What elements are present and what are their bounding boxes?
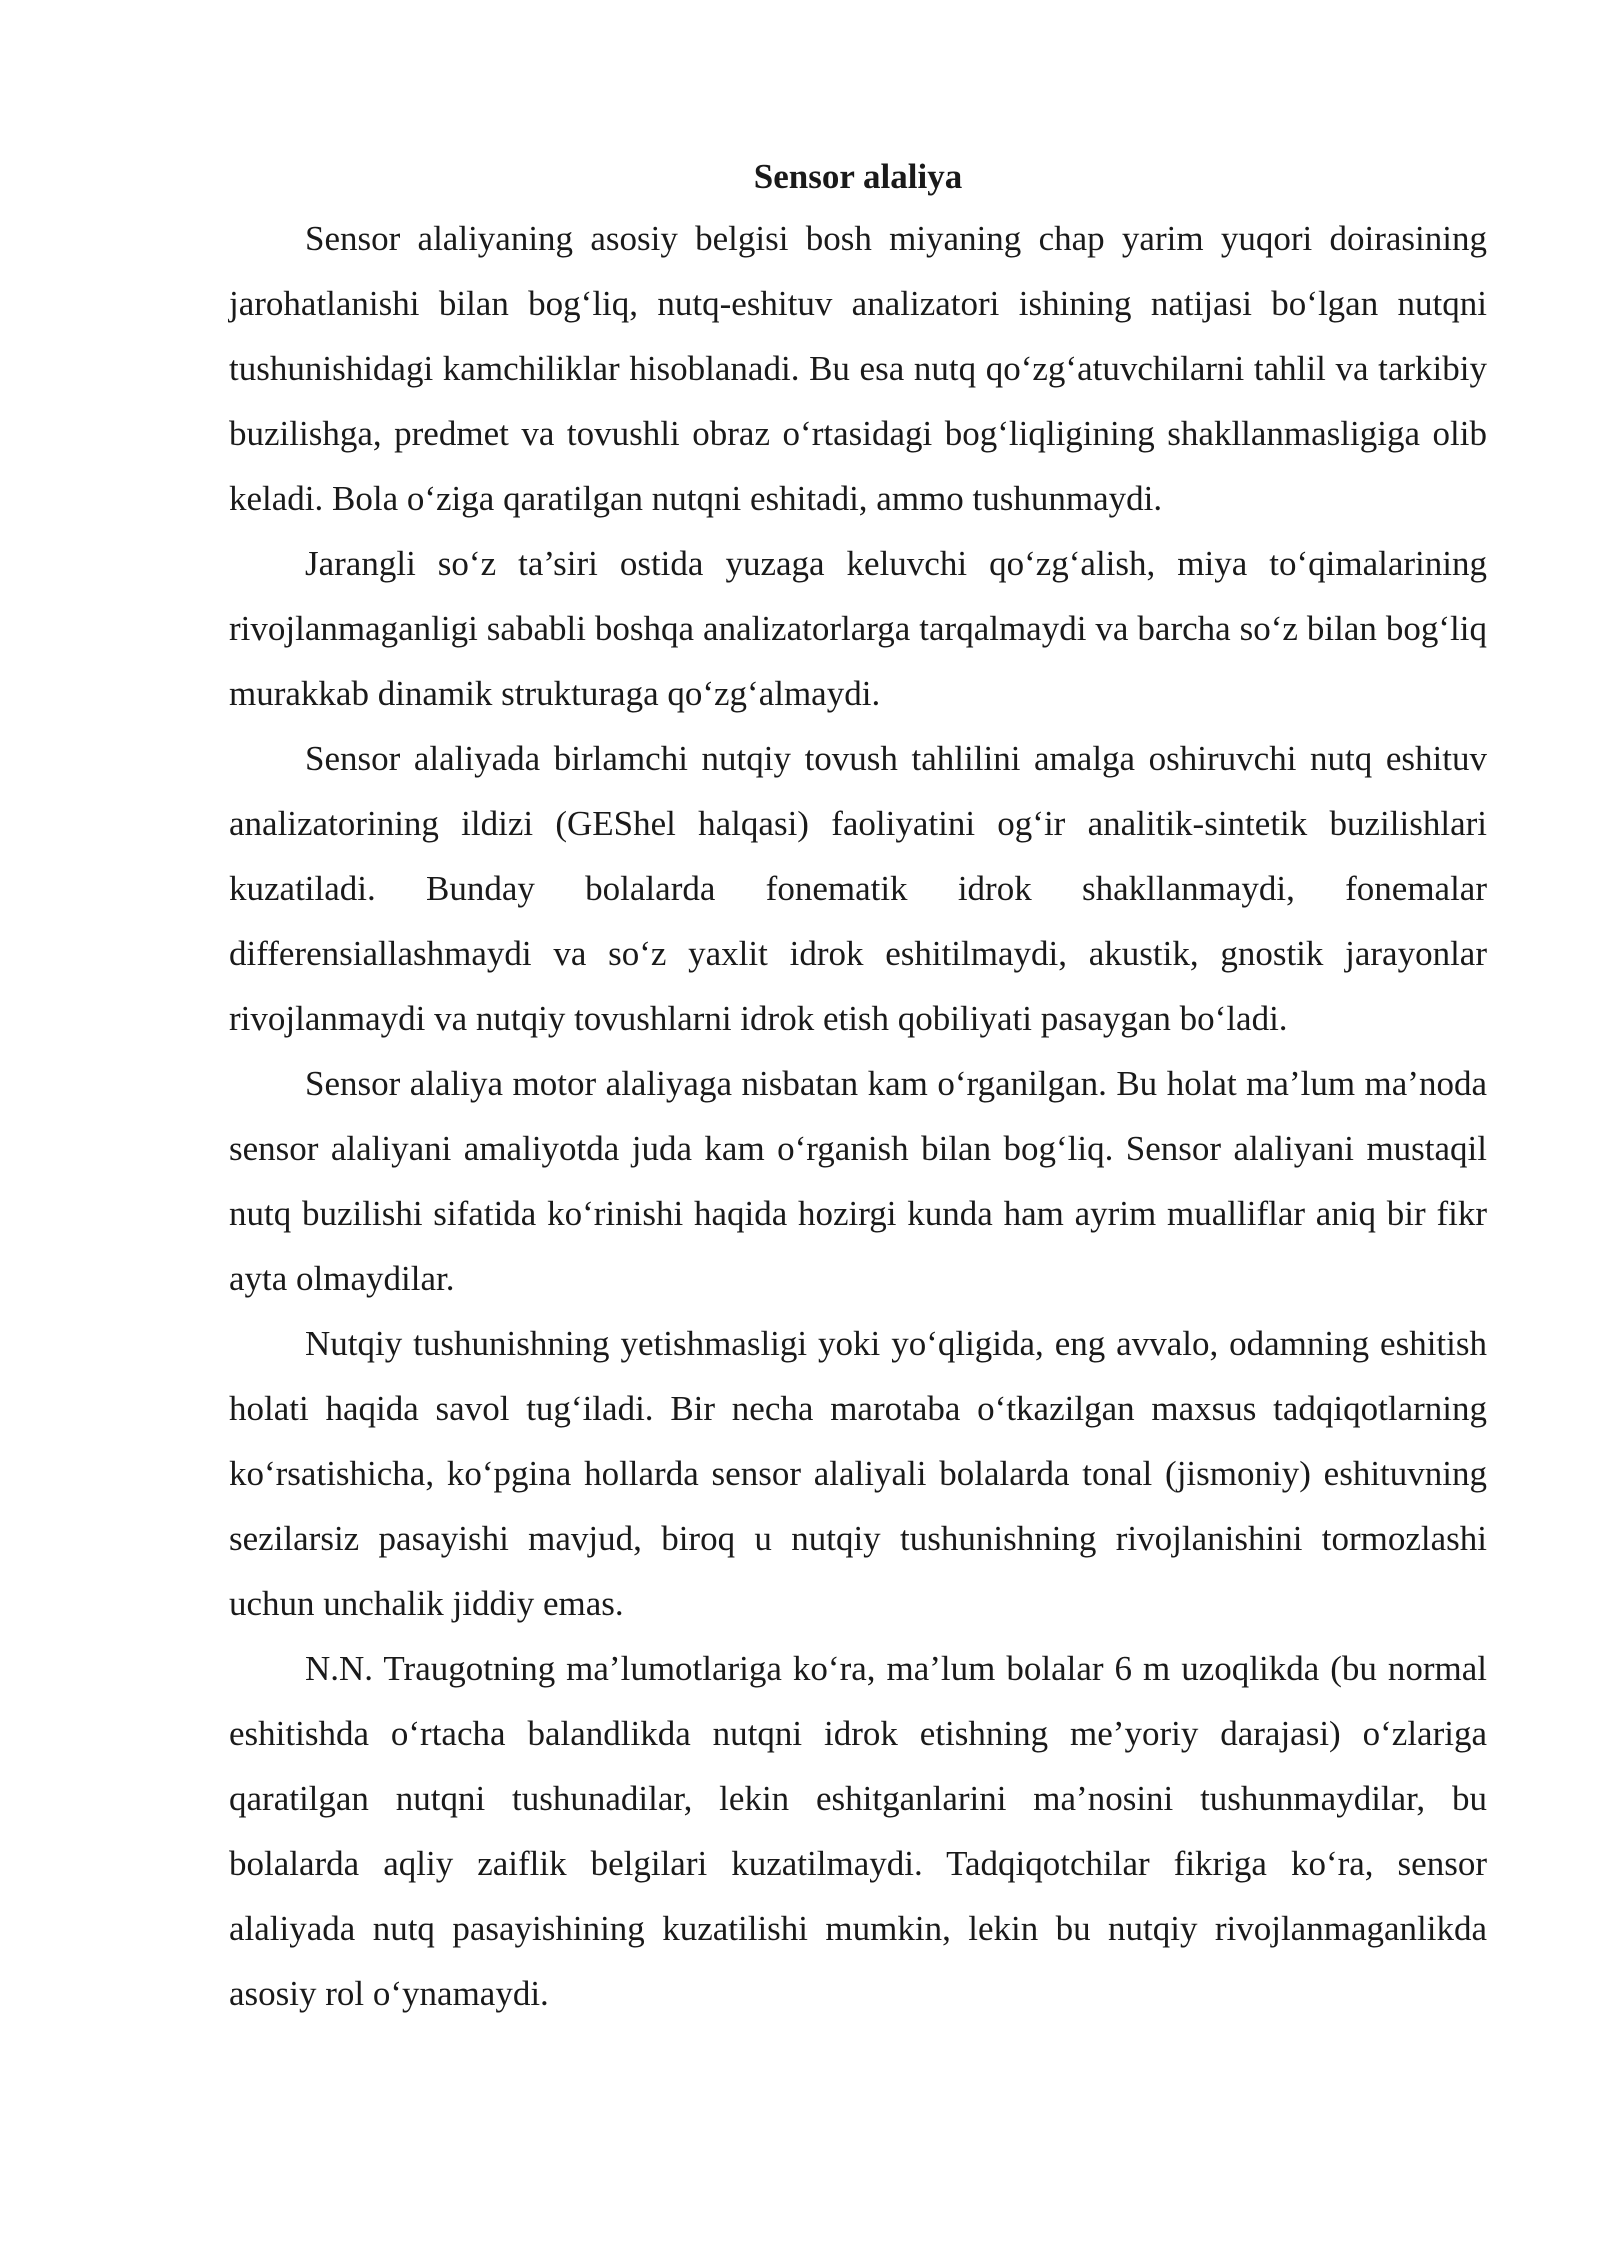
paragraph-3: Sensor alaliyada birlamchi nutqiy tovush tahlilini amalga oshiruvchi nutq eshituv analizatorining ildizi (GEShel halqasi) faoliyatini og‘ir analitik-sintetik buzilishlari kuzatiladi. Bunday bolalarda fonematik idrok shakllanmaydi, fonemalar differensiallashmaydi va so‘z yaxlit idrok eshitilmaydi, akustik, gnostik jarayonlar rivojlanmaydi va nutqiy tovushlarni idrok etish qobiliyati pasaygan bo‘ladi.: [229, 739, 1487, 1038]
paragraph-2: Jarangli so‘z ta’siri ostida yuzaga keluvchi qo‘zg‘alish, miya to‘qimalarining rivojlanmaganligi sababli boshqa analizatorlarga tarqalmaydi va barcha so‘z bilan bog‘liq murakkab dinamik strukturaga qo‘zg‘almaydi.: [229, 544, 1487, 713]
paragraph-5: Nutqiy tushunishning yetishmasligi yoki yo‘qligida, eng avvalo, odamning eshitish holati haqida savol tug‘iladi. Bir necha marotaba o‘tkazilgan maxsus tadqiqotlarning ko‘rsatishicha, ko‘pgina hollarda sensor alaliyali bolalarda tonal (jismoniy) eshituvning sezilarsiz pasayishi mavjud, biroq u nutqiy tushunishning rivojlanishini tormozlashi uchun unchalik jiddiy emas.: [229, 1324, 1487, 1623]
document-title: Sensor alaliya: [753, 157, 963, 196]
paragraph-1: Sensor alaliyaning asosiy belgisi bosh miyaning chap yarim yuqori doirasining jarohatlanishi bilan bog‘liq, nutq-eshituv analizatori ishining natijasi bo‘lgan nutqni tushunishidagi kamchiliklar hisoblanadi. Bu esa nutq qo‘zg‘atuvchilarni tahlil va tarkibiy buzilishga, predmet va tovushli obraz o‘rtasidagi bog‘liqligining shakllanmasligiga olib keladi. Bola o‘ziga qaratilgan nutqni eshitadi, ammo tushunmaydi.: [229, 219, 1487, 518]
paragraph-6: N.N. Traugotning ma’lumotlariga ko‘ra, ma’lum bolalar 6 m uzoqlikda (bu normal eshitishda o‘rtacha balandlikda nutqni idrok etishning me’yoriy darajasi) o‘zlariga qaratilgan nutqni tushunadilar, lekin eshitganlarini ma’nosini tushunmaydilar, bu bolalarda aqliy zaiflik belgilari kuzatilmaydi. Tadqiqotchilar fikriga ko‘ra, sensor alaliyada nutq pasayishining kuzatilishi mumkin, lekin bu nutqiy rivojlanmaganlikda asosiy rol o‘ynamaydi.: [229, 1649, 1487, 2013]
document-body: [229, 148, 1487, 2026]
paragraph-4: Sensor alaliya motor alaliyaga nisbatan kam o‘rganilgan. Bu holat ma’lum ma’noda sensor alaliyani amaliyotda juda kam o‘rganish bilan bog‘liq. Sensor alaliyani mustaqil nutq buzilishi sifatida ko‘rinishi haqida hozirgi kunda ham ayrim mualliflar aniq bir fikr ayta olmaydilar.: [229, 1064, 1487, 1298]
